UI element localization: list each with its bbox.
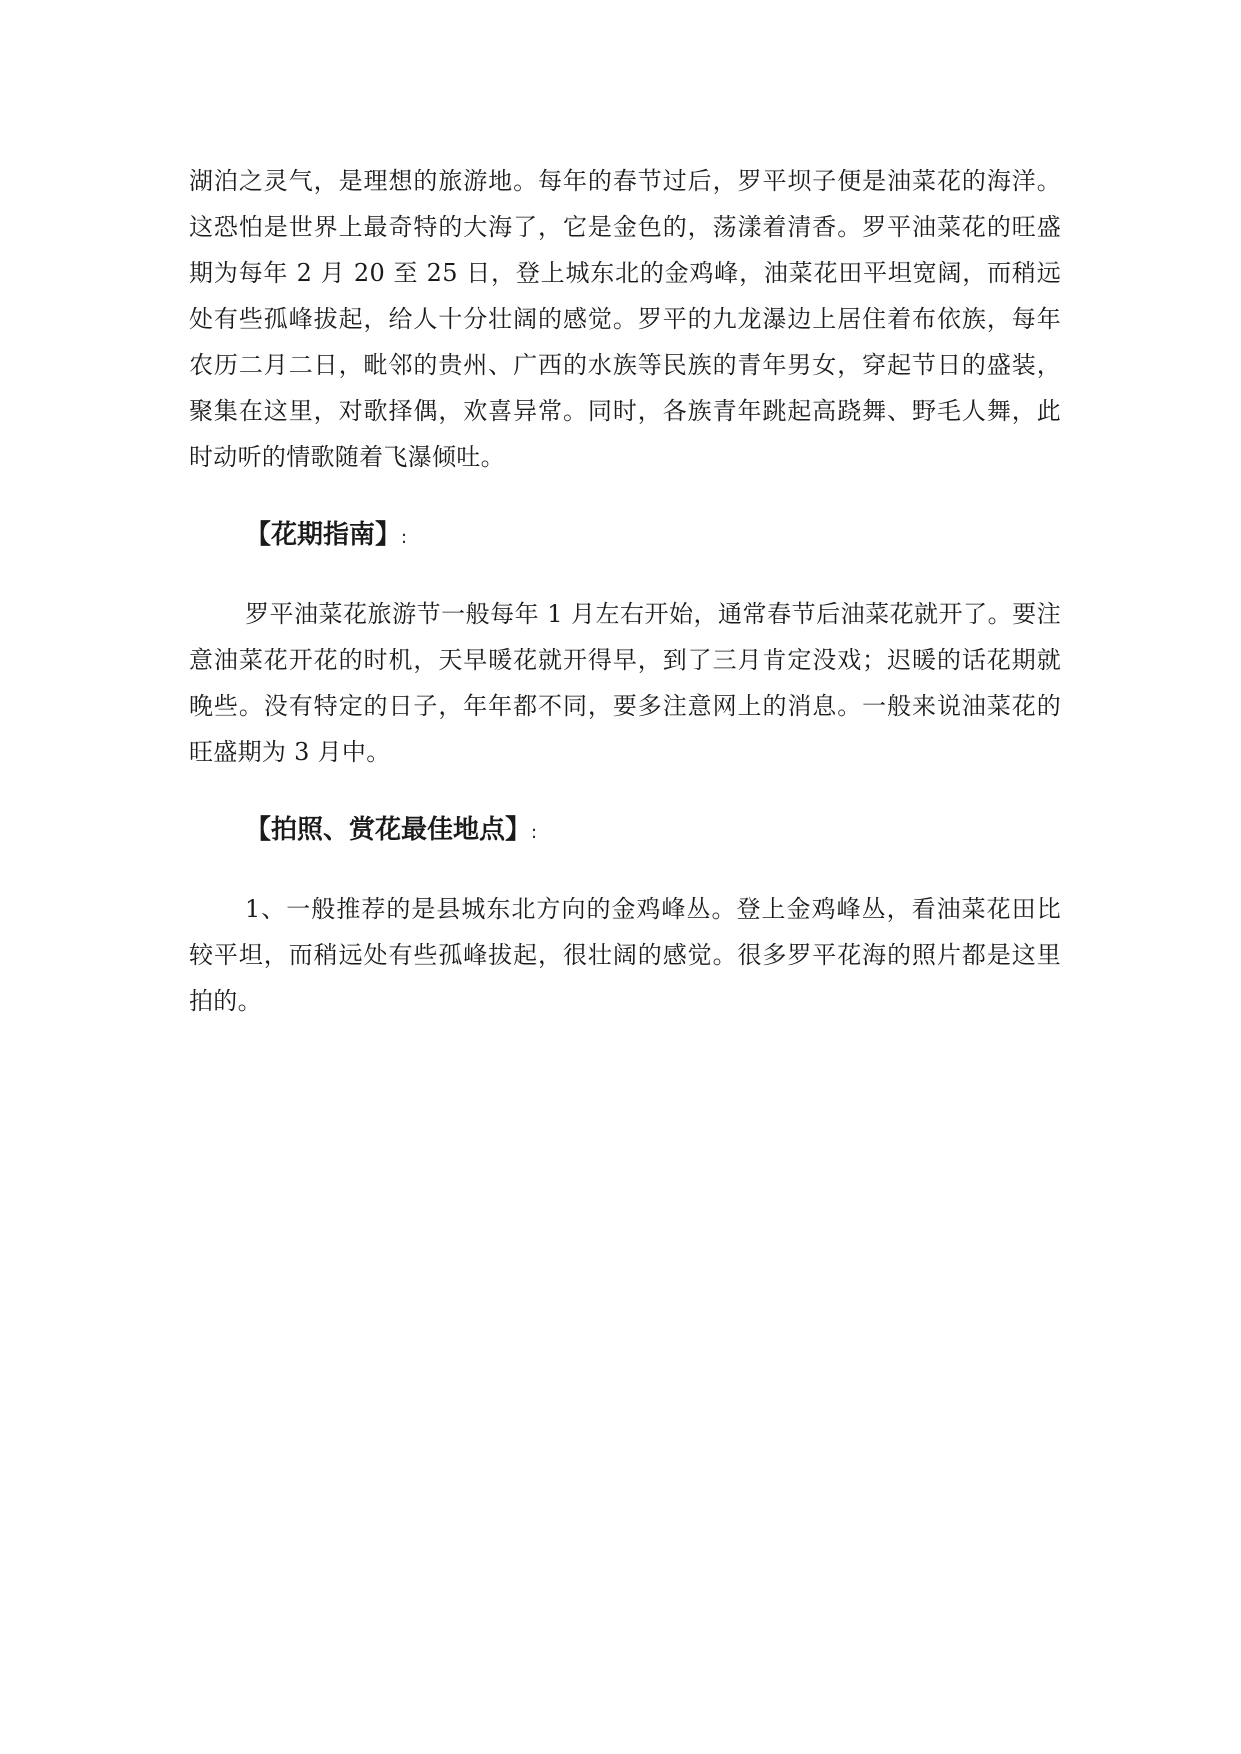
paragraph-flowering-guide: 罗平油菜花旅游节一般每年 1 月左右开始，通常春节后油菜花就开了。要注意油菜花开花的时机，天早暖花就开得早，到了三月肯定没戏；迟暖的话花期就晚些。没有特定的日子，年年都不同，要多注意网上的消息。一般来说油菜花的旺盛期为 3 月中。: [189, 600, 1061, 766]
paragraph-photo-spot-1: 1、一般推荐的是县城东北方向的金鸡峰丛。登上金鸡峰丛，看油菜花田比较平坦，而稍远处有些孤峰拔起，很壮阔的感觉。很多罗平花海的照片都是这里拍的。: [189, 895, 1061, 1015]
heading-flowering-guide-colon: :: [401, 527, 408, 548]
heading-best-photo-spots: [189, 805, 1061, 858]
heading-flowering-guide: [189, 510, 1061, 563]
heading-best-photo-spots-colon: :: [531, 822, 538, 843]
heading-flowering-guide-text: 【花期指南】: [245, 520, 402, 550]
paragraph-luoping-intro: 湖泊之灵气，是理想的旅游地。每年的春节过后，罗平坝子便是油菜花的海洋。这恐怕是世界上最奇特的大海了，它是金色的，荡漾着清香。罗平油菜花的旺盛期为每年 2 月 20 至 25 日，登上城东北的金鸡峰，油菜花田平坦宽阔，而稍远处有些孤峰拔起，给人十分壮阔的感觉。罗平的九龙瀑边上居住着布依族，每年农历二月二日，毗邻的贵州、广西的水族等民族的青年男女，穿起节日的盛装，聚集在这里，对歌择偶，欢喜异常。同时，各族青年跳起高跷舞、野毛人舞，此时动听的情歌随着飞瀑倾吐。: [189, 167, 1061, 471]
heading-best-photo-spots-text: 【拍照、赏花最佳地点】: [245, 815, 532, 845]
document-body: [189, 158, 1061, 1024]
